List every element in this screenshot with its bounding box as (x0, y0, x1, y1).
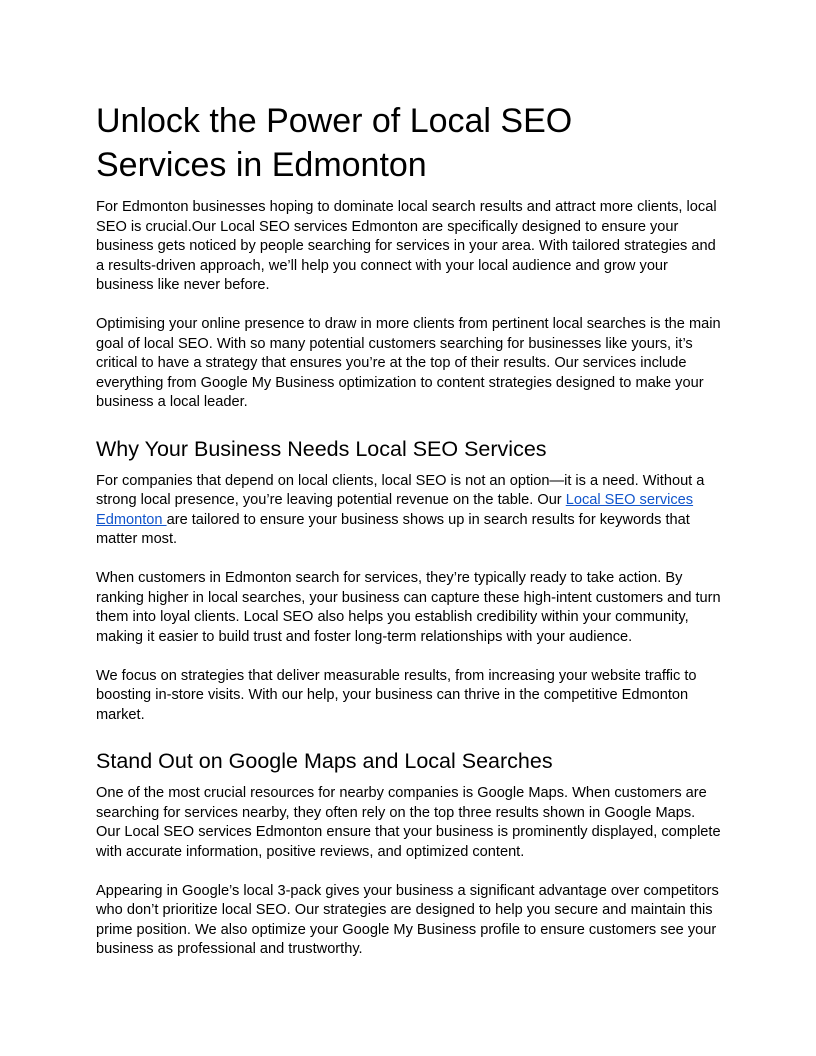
intro-paragraph-2: Optimising your online presence to draw in more clients from pertinent local searches is the main goal of local SEO. With so many potential customers searching for businesses like yours, it’s critical to have a strategy that ensures you’re at the top of their results. Our services include everything from Google My Business optimization to content strategies designed to make your business a local leader. (96, 316, 721, 410)
local-seo-services-link[interactable]: Local SEO services Edmonton (96, 492, 694, 528)
section1-paragraph-1-text-before: For companies that depend on local clients, local SEO is not an option—it is a need. Without a strong local presence, you’re leaving potential revenue on the table. Our (96, 472, 705, 508)
paragraph-spacer (96, 296, 720, 316)
section-heading-google-maps: Stand Out on Google Maps and Local Searches (96, 749, 553, 773)
section-spacer (96, 725, 720, 747)
page-title: Unlock the Power of Local SEO Services in Edmonton (96, 102, 573, 184)
intro-paragraph-1: For Edmonton businesses hoping to dominate local search results and attract more clients, local SEO is crucial.Our Local SEO services Edmonton are specifically designed to ensure your business gets noticed by people searching for services in your area. With tailored strategies and a results-driven approach, we’ll help you connect with your local audience and grow your business like never before. (96, 199, 717, 293)
section-spacer (96, 413, 720, 435)
section2-paragraph-2: Appearing in Google’s local 3-pack gives your business a significant advantage over competitors who don’t prioritize local SEO. Our strategies are designed to help you secure and maintain this prime position. We also optimize your Google My Business profile to ensure customers see your business as professional and trustworthy. (96, 882, 719, 957)
paragraph-spacer (96, 647, 720, 667)
paragraph-spacer (96, 862, 720, 882)
section1-paragraph-1 (96, 472, 722, 550)
section1-paragraph-2: When customers in Edmonton search for services, they’re typically ready to take action. By ranking higher in local searches, your business can capture these high-intent customers and turn them into loyal clients. Local SEO also helps you establish credibility within your community, making it easier to build trust and foster long-term relationships with your audience. (96, 570, 721, 645)
section2-paragraph-1: One of the most crucial resources for nearby companies is Google Maps. When customers are searching for services nearby, they often rely on the top three results shown in Google Maps. Our Local SEO services Edmonton ensure that your business is prominently displayed, complete with accurate information, positive reviews, and optimized content. (96, 785, 721, 860)
section1-paragraph-1-text-after: are tailored to ensure your business shows up in search results for keywords that matter most. (96, 511, 690, 547)
paragraph-spacer (96, 550, 720, 570)
section-heading-why-local-seo: Why Your Business Needs Local SEO Services (96, 436, 547, 461)
section1-paragraph-3: We focus on strategies that deliver measurable results, from increasing your website traffic to boosting in-store visits. With our help, your business can thrive in the competitive Edmonton market. (96, 667, 697, 723)
